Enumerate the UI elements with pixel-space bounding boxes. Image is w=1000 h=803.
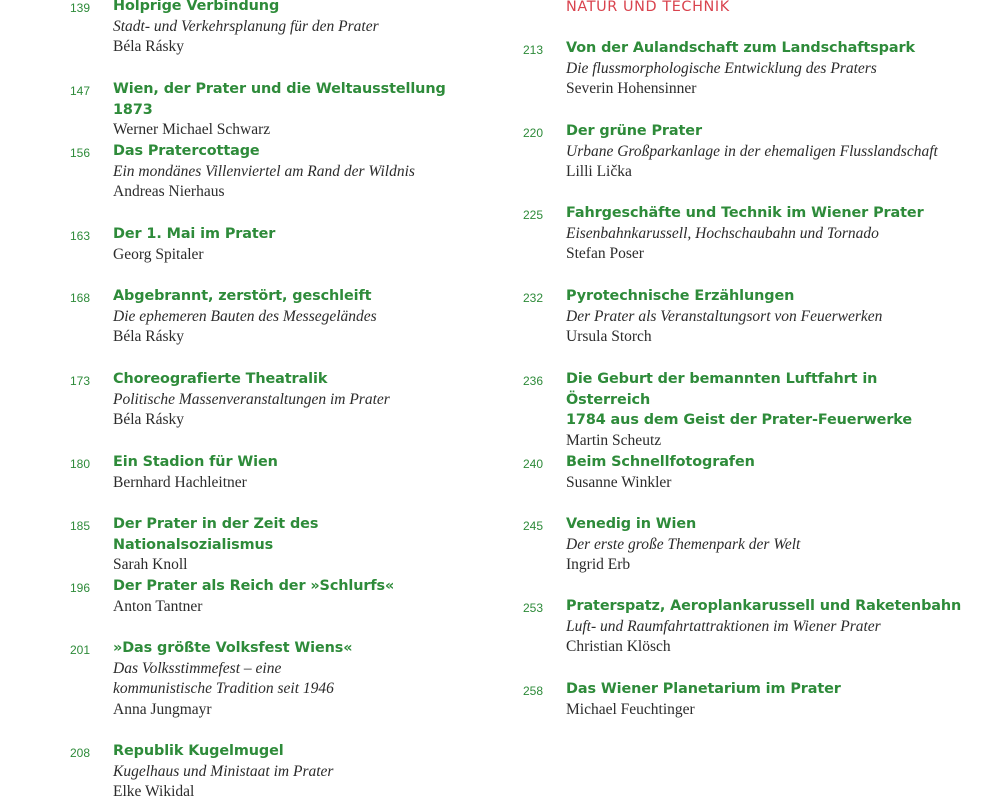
page-number: 220 xyxy=(523,126,544,140)
entry-text xyxy=(113,141,470,203)
entry-subtitle xyxy=(113,390,470,411)
entry-title-line: Abgebrannt, zerstört, geschleift xyxy=(113,288,372,304)
entry-subtitle xyxy=(566,142,963,163)
entry-title xyxy=(113,141,470,162)
page-number: 240 xyxy=(523,457,544,471)
entry-author: Werner Michael Schwarz xyxy=(113,121,271,139)
entry-text xyxy=(566,203,963,265)
entry-text xyxy=(113,452,470,493)
page-number: 185 xyxy=(70,519,91,533)
entry-text xyxy=(566,452,963,493)
entry-title-line: »Das größte Volksfest Wiens« xyxy=(113,640,353,656)
entry-title xyxy=(566,369,963,431)
entry-subtitle-line: Kugelhaus und Ministaat im Prater xyxy=(113,762,334,780)
entry-author: Béla Rásky xyxy=(113,38,185,56)
entry-subtitle-line: Urbane Großparkanlage in der ehemaligen Flusslandschaft xyxy=(566,142,938,160)
entry-text xyxy=(113,286,470,348)
entry-text xyxy=(113,638,470,720)
entry-text xyxy=(566,679,963,720)
entry-author: Lilli Lička xyxy=(566,163,632,181)
entry-text xyxy=(566,121,963,183)
entry-title xyxy=(113,576,470,597)
entry-subtitle-line: Der Prater als Veranstaltungsort von Feuerwerken xyxy=(566,307,883,325)
entry-subtitle xyxy=(566,59,963,80)
entry-subtitle-line: Der erste große Themenpark der Welt xyxy=(566,535,801,553)
entry-author: Béla Rásky xyxy=(113,328,185,346)
page-number: 163 xyxy=(70,229,91,243)
entry-title-line: Praterspatz, Aeroplankarussell und Raketenbahn xyxy=(566,598,962,614)
entry-title xyxy=(566,121,963,142)
entry-title-line: Holprige Verbindung xyxy=(113,0,280,14)
entry-title-line: Der 1. Mai im Prater xyxy=(113,226,276,242)
entry-subtitle-line: Das Volksstimmefest – eine xyxy=(113,659,282,677)
entry-title-line: Beim Schnellfotografen xyxy=(566,454,755,470)
entry-title-line: Die Geburt der bemannten Luftfahrt in Österreich xyxy=(566,371,878,408)
entry-title xyxy=(566,514,963,535)
entry-title xyxy=(113,79,470,120)
entry-title-line: Wien, der Prater und die Weltausstellung 1873 xyxy=(113,81,446,118)
page-number: 245 xyxy=(523,519,544,533)
page-number: 201 xyxy=(70,643,91,657)
entry-text xyxy=(113,369,470,431)
page-number: 236 xyxy=(523,374,544,388)
page-number: 180 xyxy=(70,457,91,471)
entry-subtitle-line: Ein mondänes Villenviertel am Rand der Wildnis xyxy=(113,162,415,180)
entry-subtitle-line: Stadt- und Verkehrsplanung für den Prater xyxy=(113,17,379,35)
page-number: 173 xyxy=(70,374,91,388)
entry-text xyxy=(113,79,470,141)
entry-title xyxy=(113,224,470,245)
entry-title xyxy=(113,286,470,307)
entry-title xyxy=(566,679,963,700)
entry-author: Anton Tantner xyxy=(113,597,203,615)
entry-title-line: Der Prater in der Zeit des Nationalsozialismus xyxy=(113,516,319,553)
entry-subtitle-line: Luft- und Raumfahrtattraktionen im Wiener Prater xyxy=(566,617,881,635)
entry-subtitle xyxy=(113,17,470,38)
entry-author: Anna Jungmayr xyxy=(113,700,212,718)
entry-title xyxy=(566,286,963,307)
entry-author: Michael Feuchtinger xyxy=(566,700,695,718)
entry-title xyxy=(113,452,470,473)
entry-title-line: Republik Kugelmugel xyxy=(113,743,284,759)
entry-author: Ursula Storch xyxy=(566,328,652,346)
entry-author: Sarah Knoll xyxy=(113,556,188,574)
entry-title-line: Der Prater als Reich der »Schlurfs« xyxy=(113,578,395,594)
entry-title xyxy=(113,741,470,762)
entry-text xyxy=(566,38,963,100)
entry-author: Béla Rásky xyxy=(113,411,185,429)
entry-text xyxy=(113,0,470,58)
entry-author: Stefan Poser xyxy=(566,245,644,263)
page-number: 156 xyxy=(70,146,91,160)
entry-title-line: 1784 aus dem Geist der Prater-Feuerwerke xyxy=(566,412,913,429)
entry-text xyxy=(566,514,963,576)
entry-title xyxy=(566,203,963,224)
page-number: 213 xyxy=(523,43,544,57)
entry-title xyxy=(566,596,963,617)
section-heading: NATUR UND TECHNIK xyxy=(566,0,730,15)
page-number: 258 xyxy=(523,684,544,698)
entry-text xyxy=(113,514,470,576)
entry-author: Bernhard Hachleitner xyxy=(113,473,247,491)
entry-author: Elke Wikidal xyxy=(113,783,195,801)
entry-title-line: Choreografierte Theatralik xyxy=(113,371,328,387)
page-number: 168 xyxy=(70,291,91,305)
entry-text xyxy=(566,286,963,348)
entry-subtitle-line: Politische Massenveranstaltungen im Prater xyxy=(113,390,390,408)
entry-subtitle xyxy=(566,224,963,245)
entry-author: Georg Spitaler xyxy=(113,245,204,263)
entry-author: Susanne Winkler xyxy=(566,473,672,491)
entry-title xyxy=(113,514,470,555)
page-number: 139 xyxy=(70,1,91,15)
entry-subtitle xyxy=(113,659,470,700)
entry-author: Ingrid Erb xyxy=(566,556,631,574)
entry-title-line: Pyrotechnische Erzählungen xyxy=(566,288,795,304)
entry-subtitle xyxy=(113,162,470,183)
entry-subtitle xyxy=(566,617,963,638)
entry-subtitle-line: kommunistische Tradition seit 1946 xyxy=(113,680,334,698)
entry-subtitle-line: Die flussmorphologische Entwicklung des Praters xyxy=(566,59,877,77)
entry-author: Christian Klösch xyxy=(566,638,671,656)
entry-text xyxy=(113,576,470,617)
entry-text xyxy=(113,741,470,803)
entry-text xyxy=(566,596,963,658)
entry-subtitle xyxy=(113,307,470,328)
entry-author: Severin Hohensinner xyxy=(566,80,697,98)
entry-subtitle-line: Eisenbahnkarussell, Hochschaubahn und Tornado xyxy=(566,224,879,242)
entry-text xyxy=(566,369,963,451)
page-number: 196 xyxy=(70,581,91,595)
entry-title-line: Venedig in Wien xyxy=(566,516,697,532)
entry-title xyxy=(113,638,470,659)
entry-title-line: Fahrgeschäfte und Technik im Wiener Prater xyxy=(566,205,924,221)
page-number: 232 xyxy=(523,291,544,305)
entry-title xyxy=(113,369,470,390)
entry-subtitle-line: Die ephemeren Bauten des Messegeländes xyxy=(113,307,377,325)
entry-title xyxy=(566,38,963,59)
entry-title-line: Das Wiener Planetarium im Prater xyxy=(566,681,841,697)
entry-subtitle xyxy=(566,307,963,328)
entry-author: Martin Scheutz xyxy=(566,431,662,449)
entry-subtitle xyxy=(566,535,963,556)
entry-title xyxy=(113,0,470,17)
entry-text xyxy=(113,224,470,265)
entry-title xyxy=(566,452,963,473)
page-number: 208 xyxy=(70,746,91,760)
entry-subtitle xyxy=(113,762,470,783)
entry-title-line: Ein Stadion für Wien xyxy=(113,454,278,470)
page-number: 253 xyxy=(523,601,544,615)
entry-title-line: Der grüne Prater xyxy=(566,123,702,139)
page-number: 147 xyxy=(70,84,91,98)
entry-title-line: Von der Aulandschaft zum Landschaftspark xyxy=(566,40,915,56)
page-number: 225 xyxy=(523,208,544,222)
entry-title-line: Das Pratercottage xyxy=(113,143,260,159)
entry-author: Andreas Nierhaus xyxy=(113,183,225,201)
